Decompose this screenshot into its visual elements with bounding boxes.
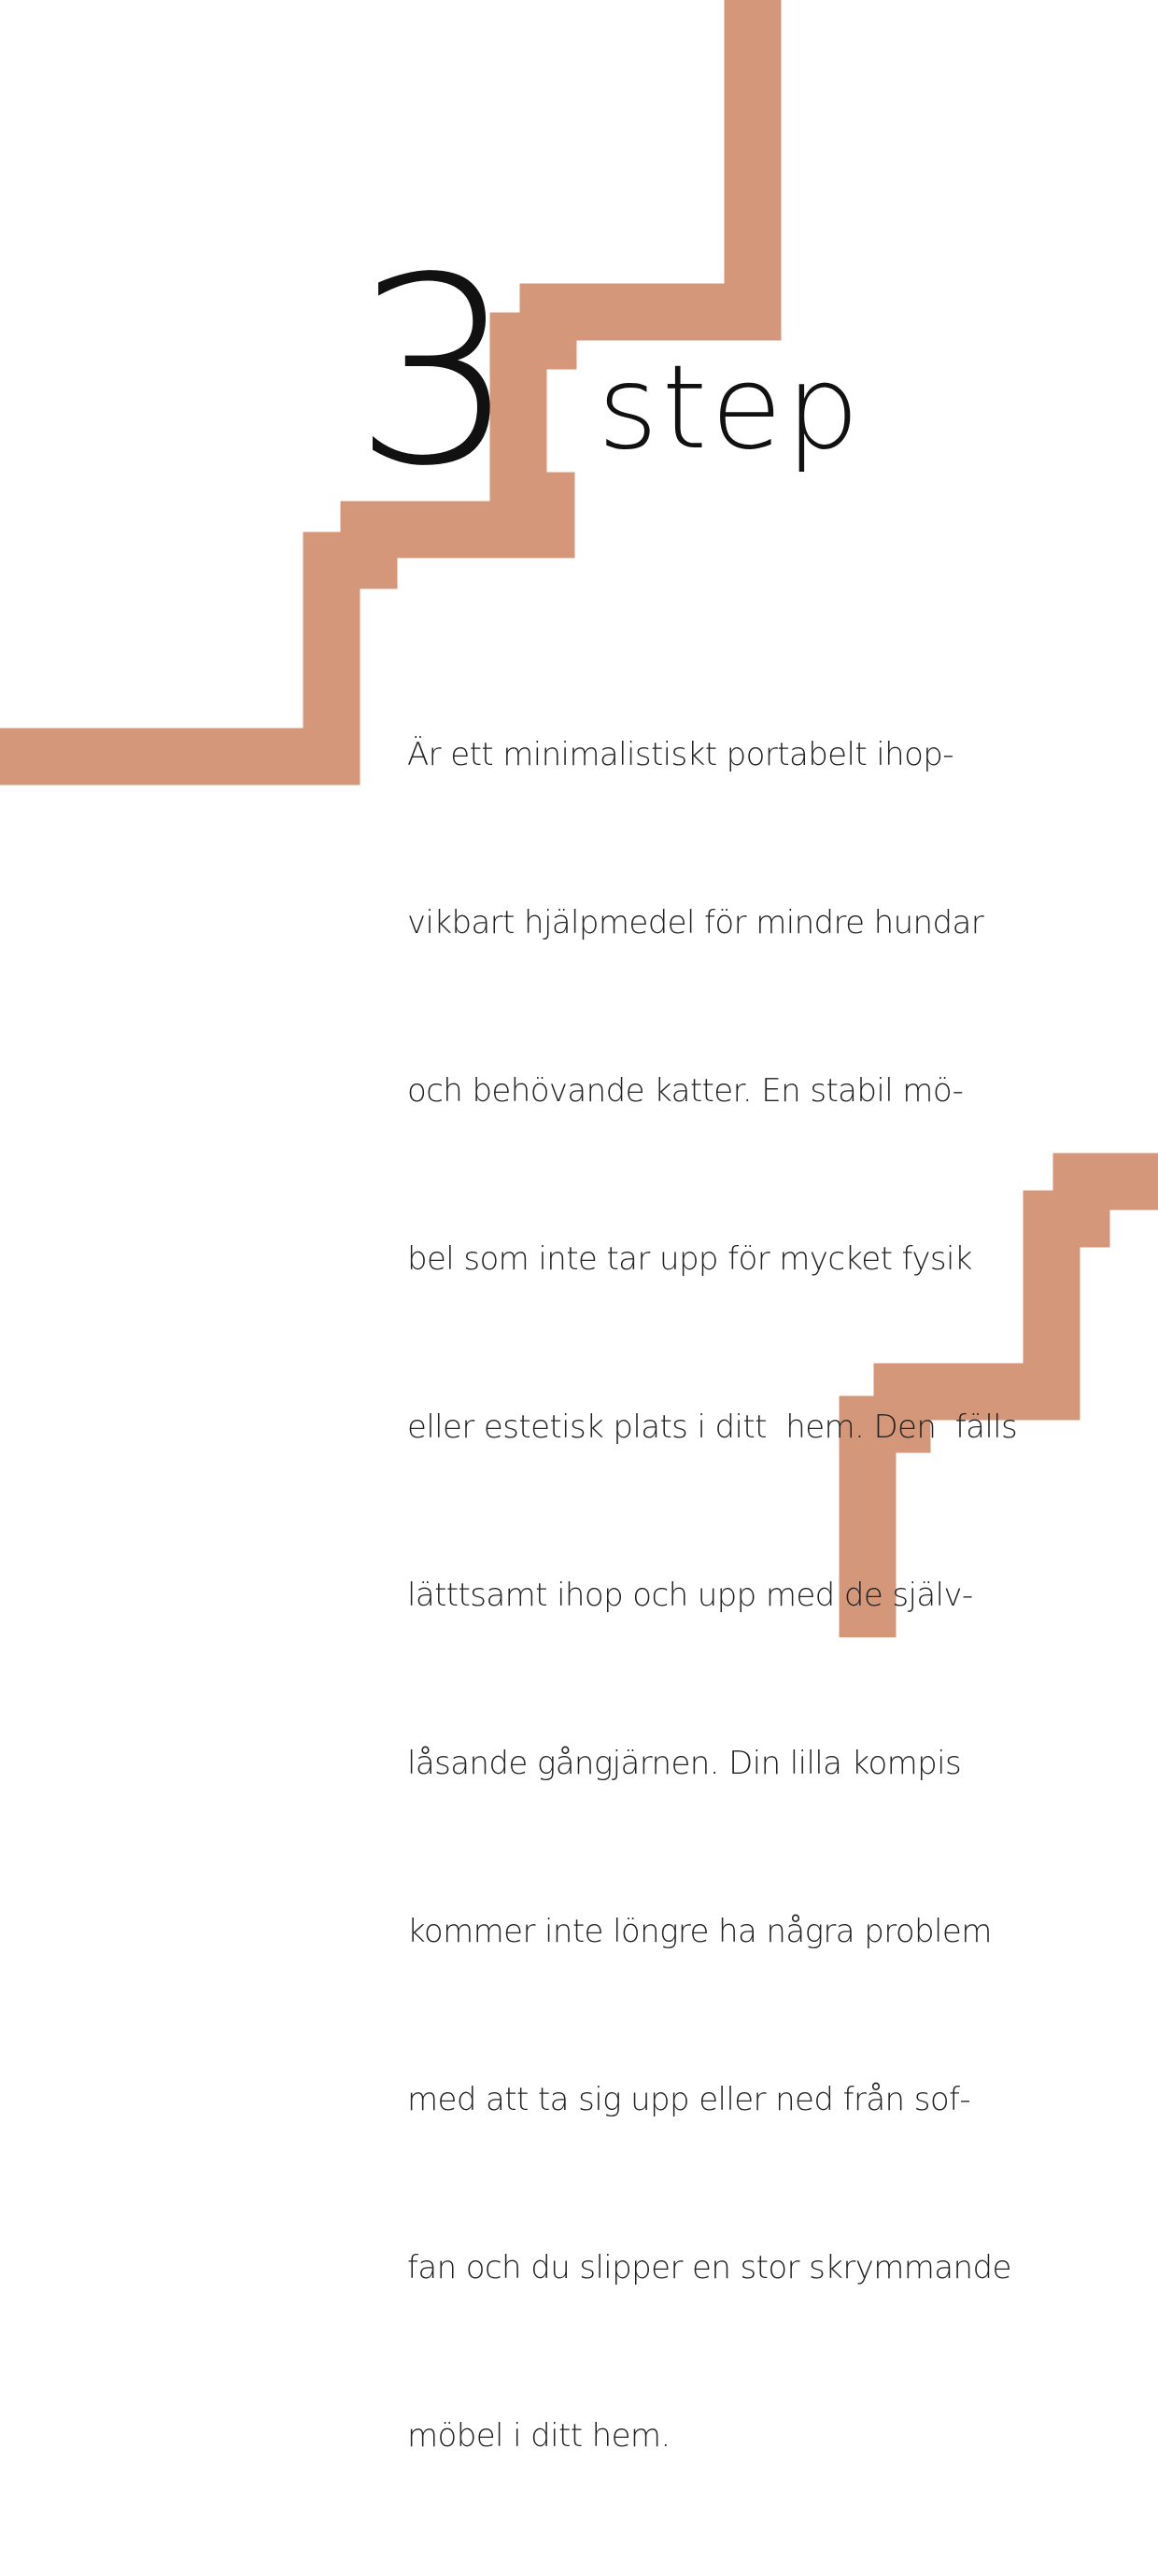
body-line: eller estetisk plats i ditt hem. Den fälls [407,1408,1018,1446]
body-line: och behövande katter. En stabil mö- [407,1072,964,1110]
body-line: bel som inte tar upp för mycket fysik [407,1240,972,1278]
body-line: Är ett minimalistiskt portabelt ihop- [407,736,953,773]
body-line: vikbart hjälpmedel för mindre hundar [407,904,984,941]
step-title: step [598,341,864,475]
body-paragraph [407,615,1042,2576]
body-line: kommer inte löngre ha några problem [407,1913,992,1950]
body-line: fan och du slipper en stor skrymmande [407,2249,1011,2286]
step-number: 3 [353,223,517,523]
body-line: låsande gångjärnen. Din lilla kompis [407,1745,962,1782]
body-line: med att ta sig upp eller ned från sof- [407,2081,971,2118]
body-line: lätttsamt ihop och upp med de själv- [407,1577,973,1614]
body-line: möbel i ditt hem. [407,2417,671,2455]
